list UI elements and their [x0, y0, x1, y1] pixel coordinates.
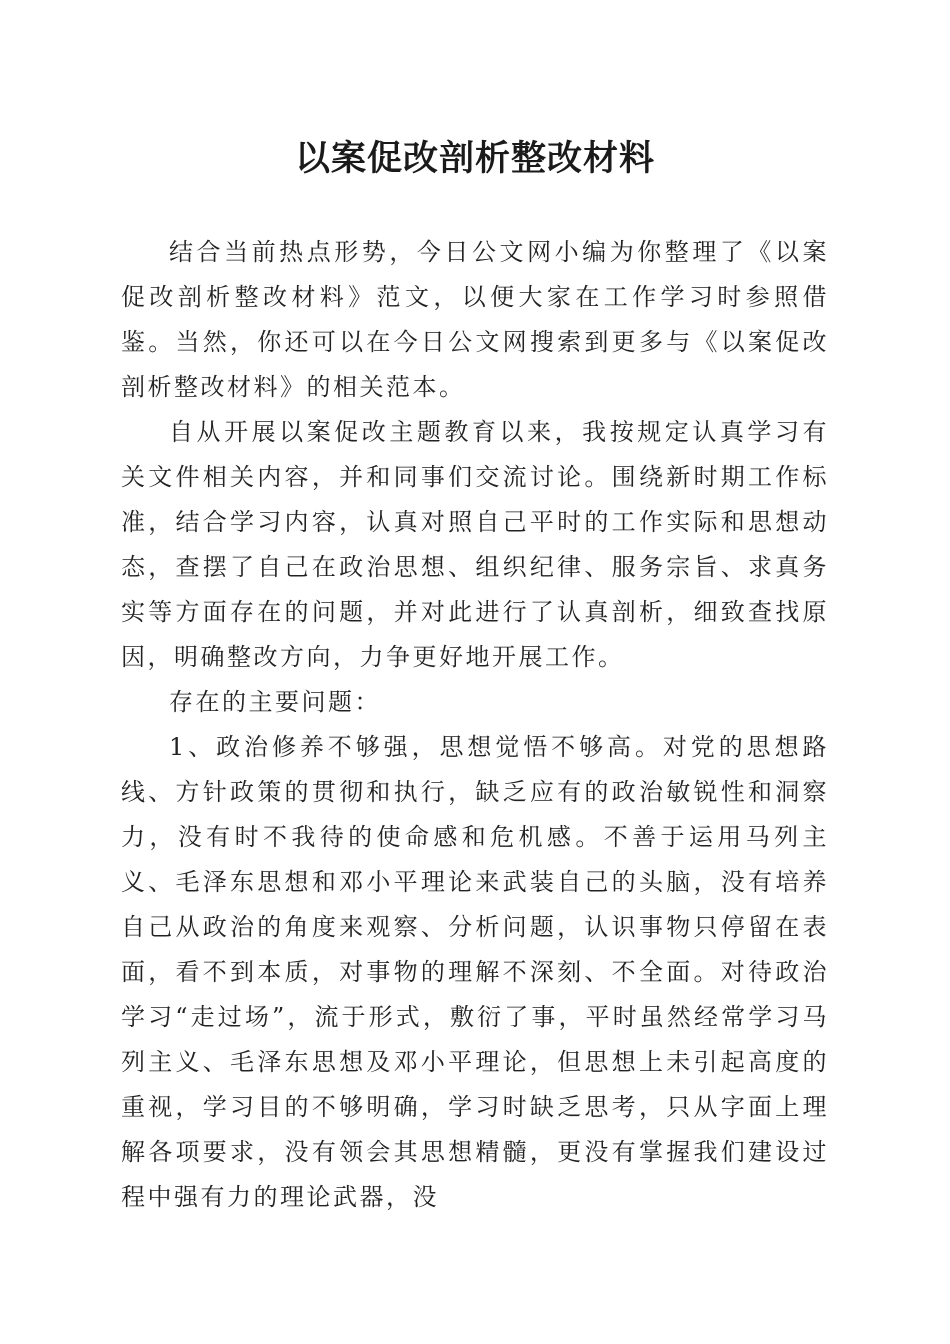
paragraph-issue-1: 1、政治修养不够强，思想觉悟不够高。对党的思想路线、方针政策的贯彻和执行，缺乏应有的政治敏锐性和洞察力，没有时不我待的使命感和危机感。不善于运用马列主义、毛泽东思想和邓小平理论来武装自己的头脑，没有培养自己从政治的角度来观察、分析问题，认识事物只停留在表面，看不到本质，对事物的理解不深刻、不全面。对待政治学习“走过场”，流于形式，敷衍了事，平时虽然经常学习马列主义、毛泽东思想及邓小平理论，但思想上未引起高度的重视，学习目的不够明确，学习时缺乏思考，只从字面上理解各项要求，没有领会其思想精髓，更没有掌握我们建设过程中强有力的理论武器，没 [121, 733, 829, 1211]
paragraph-intro: 结合当前热点形势，今日公文网小编为你整理了《以案促改剖析整改材料》范文，以便大家在工作学习时参照借鉴。当然，你还可以在今日公文网搜索到更多与《以案促改剖析整改材料》的相关范本。 [121, 238, 829, 401]
document-title: 以案促改剖析整改材料 [294, 138, 655, 179]
paragraph-issues-heading: 存在的主要问题： [169, 688, 381, 716]
document-body [121, 230, 829, 1220]
paragraph-background: 自从开展以案促改主题教育以来，我按规定认真学习有关文件相关内容，并和同事们交流讨论。围绕新时期工作标准，结合学习内容，认真对照自己平时的工作实际和思想动态，查摆了自己在政治思想、组织纪律、服务宗旨、求真务实等方面存在的问题，并对此进行了认真剖析，细致查找原因，明确整改方向，力争更好地开展工作。 [121, 418, 829, 671]
